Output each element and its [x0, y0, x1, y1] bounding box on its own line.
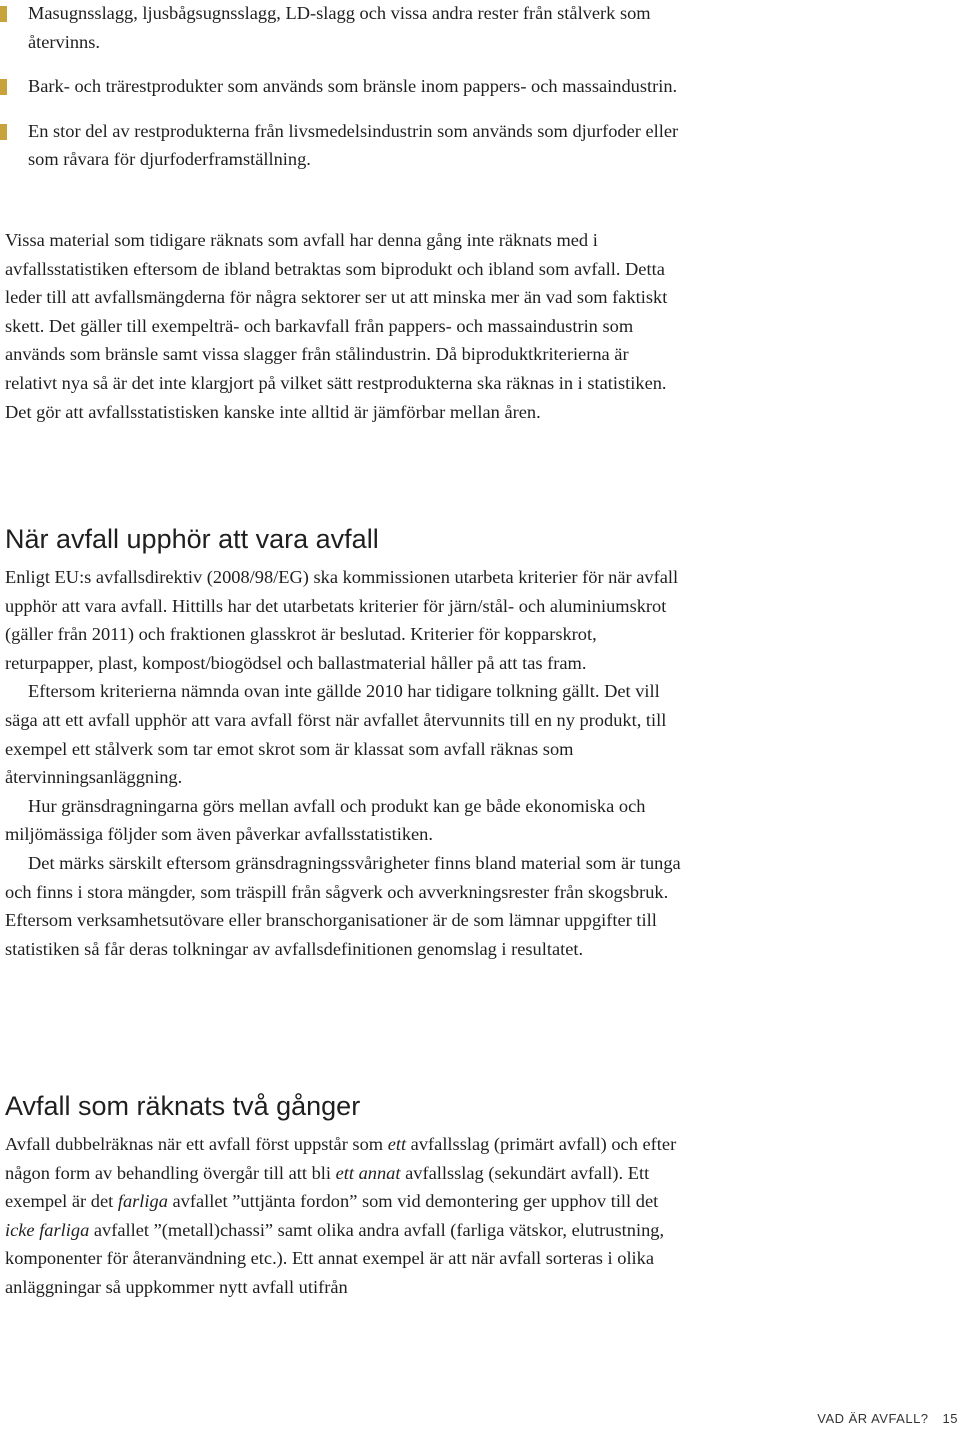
emphasis-text: ett: [387, 1134, 407, 1154]
text-segment: avfallsslag (sekundärt avfall). Ett exempel är det: [5, 1162, 650, 1212]
bullet-text: Bark- och trärestprodukter som används som bränsle inom pappers- och massaindustrin.: [28, 76, 678, 97]
page-footer: [817, 1411, 958, 1427]
text-segment: avfallet ”(metall)chassi” samt olika andra avfall (farliga vätskor, elutrustning, komponenter för återanvändning etc.). Ett annat exempel är att när avfall sorteras i olika anläggningar så uppkommer nytt avfall utifrån: [5, 1219, 665, 1297]
bullet-text: En stor del av restprodukterna från livsmedelsindustrin som används som djurfoder eller som råvara för djurfoderframställning.: [28, 120, 679, 170]
emphasis-text: farliga: [117, 1191, 168, 1212]
body-paragraph: Enligt EU:s avfallsdirektiv (2008/98/EG) ska kommissionen utarbeta kriterier för när avfall upphör att vara avfall. Hittills har det utarbetats kriterier för järn/stål- och aluminiumskrot (gäller från 2011) och fraktionen glasskrot är beslutad. Kriterier för kopparskrot, returpapper, plast, kompost/biogödsel och ballastmaterial håller på att tas fram.: [5, 567, 679, 673]
section1-body: [5, 563, 685, 963]
section2-body: [5, 1130, 685, 1302]
bullet-marker-icon: [0, 6, 7, 22]
text-segment: avfallet ”uttjänta fordon” som vid demontering ger upphov till det: [167, 1191, 659, 1212]
intro-paragraph: Vissa material som tidigare räknats som avfall har denna gång inte räknats med i avfallsstatistiken eftersom de ibland betraktas som biprodukt och ibland som avfall. Detta leder till att avfallsmängderna för några sektorer ser ut att minska mer än vad som faktiskt skett. Det gäller till exempelträ- och barkavfall från pappers- och massaindustrin som används som bränsle samt vissa slagger från stålindustrin. Då biproduktkriterierna är relativt nya så är det inte klargjort på vilket sätt restprodukterna ska räknas in i statistiken. Det gör att avfallsstatistisken kanske inte alltid är jämförbar mellan åren.: [5, 230, 668, 422]
bullet-marker-icon: [0, 124, 7, 140]
bullet-item: [0, 117, 700, 174]
bullet-text: Masugnsslagg, ljusbågsugnsslagg, LD-slagg och vissa andra rester från stålverk som återvinns.: [28, 3, 651, 52]
page-number: 15: [942, 1411, 958, 1426]
body-paragraph: Eftersom kriterierna nämnda ovan inte gällde 2010 har tidigare tolkning gällt. Det vill säga att ett avfall upphör att vara avfall först när avfallet återvunnits till en ny produkt, till exempel ett stålverk som tar emot skrot som är klassat som avfall räknas som återvinningsanläggning.: [5, 681, 667, 788]
emphasis-text: icke farliga: [5, 1219, 90, 1240]
section-heading: När avfall upphör att vara avfall: [5, 524, 379, 554]
intro-paragraph-block: [5, 226, 685, 426]
bullet-list: [0, 0, 700, 190]
text-segment: avfallsslag (primärt avfall) och efter någon form av behandling övergår till att bli: [5, 1134, 677, 1183]
bullet-item: [0, 0, 700, 56]
body-paragraph: [5, 1130, 685, 1302]
bullet-item: [0, 72, 700, 101]
running-section-title: VAD ÄR AVFALL?: [817, 1411, 929, 1426]
text-segment: Avfall dubbelräknas när ett avfall först uppstår som: [5, 1134, 388, 1154]
emphasis-text: ett annat: [335, 1162, 401, 1183]
body-paragraph: Det märks särskilt eftersom gränsdragningssvårigheter finns bland material som är tunga och finns i stora mängder, som träspill från sågverk och avverkningsrester från skogsbruk. Eftersom verksamhetsutövare eller branschorganisationer är de som lämnar uppgifter till statistiken så får deras tolkningar av avfallsdefinitionen genomslag i resultatet.: [5, 852, 681, 959]
bullet-marker-icon: [0, 79, 7, 95]
body-paragraph: Hur gränsdragningarna görs mellan avfall och produkt kan ge både ekonomiska och miljömässiga följder som även påverkar avfallsstatistiken.: [5, 795, 646, 845]
section-heading: Avfall som räknats två gånger: [5, 1091, 361, 1121]
